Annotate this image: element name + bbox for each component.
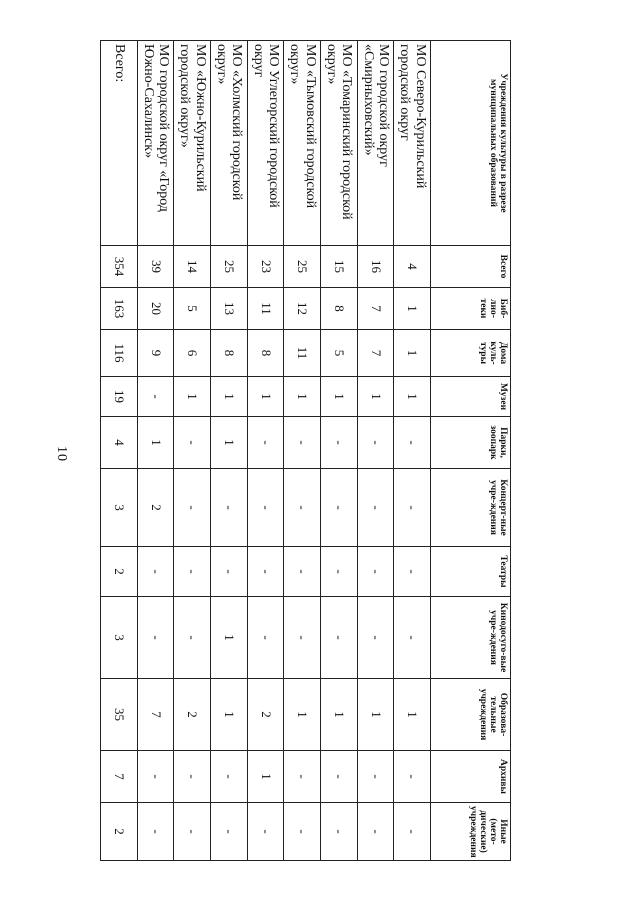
count-cell: 2 [247,679,284,751]
count-cell: 1 [357,377,394,417]
count-cell: - [211,751,248,803]
total-count-cell: 354 [101,246,138,288]
count-cell: 5 [174,288,211,330]
count-cell: - [247,417,284,469]
count-cell: - [247,547,284,597]
count-cell: - [247,803,284,861]
count-cell: 1 [394,679,431,751]
count-cell: - [211,469,248,547]
municipality-name-cell: МО Северо-Курильский городской округ [394,41,431,246]
count-cell: 1 [394,330,431,377]
count-cell: - [174,597,211,679]
count-cell: 8 [247,330,284,377]
table-row [247,41,284,861]
table-row [137,41,174,861]
count-cell: 7 [357,288,394,330]
count-cell: - [174,469,211,547]
municipality-name-cell: МО «Холмский городской округ» [211,41,248,246]
count-cell: 6 [174,330,211,377]
table-row [174,41,211,861]
count-cell: 1 [247,751,284,803]
column-header: Концерт-ные учре-ждения [431,469,511,547]
header-row [431,41,511,861]
count-cell: - [394,417,431,469]
count-cell: 1 [357,679,394,751]
count-cell: 11 [247,288,284,330]
count-cell: 8 [321,288,358,330]
total-count-cell: 116 [101,330,138,377]
total-label-cell: Всего: [101,41,138,246]
count-cell: 9 [137,330,174,377]
count-cell: - [357,803,394,861]
count-cell: - [321,803,358,861]
column-header: Архивы [431,751,511,803]
table-row [284,41,321,861]
count-cell: 7 [357,330,394,377]
count-cell: 12 [284,288,321,330]
count-cell: - [321,597,358,679]
count-cell: 5 [321,330,358,377]
column-header: Всего [431,246,511,288]
column-header: Театры [431,547,511,597]
total-count-cell: 4 [101,417,138,469]
count-cell: 1 [211,679,248,751]
count-cell: 1 [394,288,431,330]
table-row [211,41,248,861]
culture-institutions-table [100,40,511,861]
municipality-name-cell: МО «Тымовский городской округ» [284,41,321,246]
count-cell: - [174,751,211,803]
count-cell: - [284,547,321,597]
count-cell: 1 [284,377,321,417]
count-cell: - [321,547,358,597]
count-cell: 1 [137,417,174,469]
count-cell: 23 [247,246,284,288]
count-cell: - [357,597,394,679]
column-header-institutions: Учреждения культуры в разрезе муниципальных образований [431,41,511,246]
count-cell: - [284,417,321,469]
rotated-table-frame [101,40,511,860]
count-cell: - [174,547,211,597]
count-cell: - [284,751,321,803]
total-row [101,41,138,861]
count-cell: - [357,469,394,547]
column-header: Образова-тельные учреждения [431,679,511,751]
count-cell: - [394,469,431,547]
column-header: Парки, зоопарк [431,417,511,469]
count-cell: 1 [321,377,358,417]
count-cell: - [137,803,174,861]
count-cell: - [321,417,358,469]
total-count-cell: 2 [101,547,138,597]
count-cell: 1 [321,679,358,751]
count-cell: 15 [321,246,358,288]
count-cell: 1 [247,377,284,417]
count-cell: - [211,547,248,597]
count-cell: - [284,597,321,679]
total-count-cell: 2 [101,803,138,861]
count-cell: 25 [211,246,248,288]
count-cell: 8 [211,330,248,377]
count-cell: 2 [137,469,174,547]
total-count-cell: 163 [101,288,138,330]
count-cell: 1 [211,597,248,679]
count-cell: - [247,469,284,547]
count-cell: 25 [284,246,321,288]
total-count-cell: 3 [101,469,138,547]
total-count-cell: 7 [101,751,138,803]
count-cell: 4 [394,246,431,288]
count-cell: 1 [211,377,248,417]
count-cell: - [357,417,394,469]
count-cell: 1 [284,679,321,751]
count-cell: - [211,803,248,861]
count-cell: 14 [174,246,211,288]
count-cell: - [357,751,394,803]
table-row [321,41,358,861]
total-count-cell: 35 [101,679,138,751]
total-count-cell: 19 [101,377,138,417]
count-cell: 1 [211,417,248,469]
count-cell: - [394,803,431,861]
column-header: Дома куль-туры [431,330,511,377]
table-container [101,40,511,860]
municipality-name-cell: МО Углегорский городской округ [247,41,284,246]
municipality-name-cell: МО «Южно-Курильский городской округ» [174,41,211,246]
count-cell: - [174,417,211,469]
count-cell: 20 [137,288,174,330]
count-cell: 1 [394,377,431,417]
count-cell: - [174,803,211,861]
table-row [357,41,394,861]
count-cell: 11 [284,330,321,377]
count-cell: - [137,547,174,597]
count-cell: - [321,751,358,803]
municipality-name-cell: МО городской округ «Смирныховский» [357,41,394,246]
count-cell: 2 [174,679,211,751]
count-cell: 13 [211,288,248,330]
municipality-name-cell: МО городской округ «Город Южно-Сахалинск» [137,41,174,246]
table-body [101,41,431,861]
count-cell: - [394,751,431,803]
column-header: Музеи [431,377,511,417]
count-cell: - [357,547,394,597]
count-cell: - [321,469,358,547]
municipality-name-cell: МО «Томаринский городской округ» [321,41,358,246]
count-cell: - [137,377,174,417]
count-cell: 7 [137,679,174,751]
count-cell: - [137,751,174,803]
count-cell: - [284,803,321,861]
total-count-cell: 3 [101,597,138,679]
page-number: 10 [54,446,69,462]
column-header: Иные (мето-дические) учреждения [431,803,511,861]
column-header: Биб-лио-теки [431,288,511,330]
count-cell: - [247,597,284,679]
table-row [394,41,431,861]
count-cell: - [394,597,431,679]
count-cell: 16 [357,246,394,288]
count-cell: - [394,547,431,597]
count-cell: 1 [174,377,211,417]
count-cell: 39 [137,246,174,288]
count-cell: - [284,469,321,547]
column-header: Кинодосуго-вые учре-ждения [431,597,511,679]
count-cell: - [137,597,174,679]
